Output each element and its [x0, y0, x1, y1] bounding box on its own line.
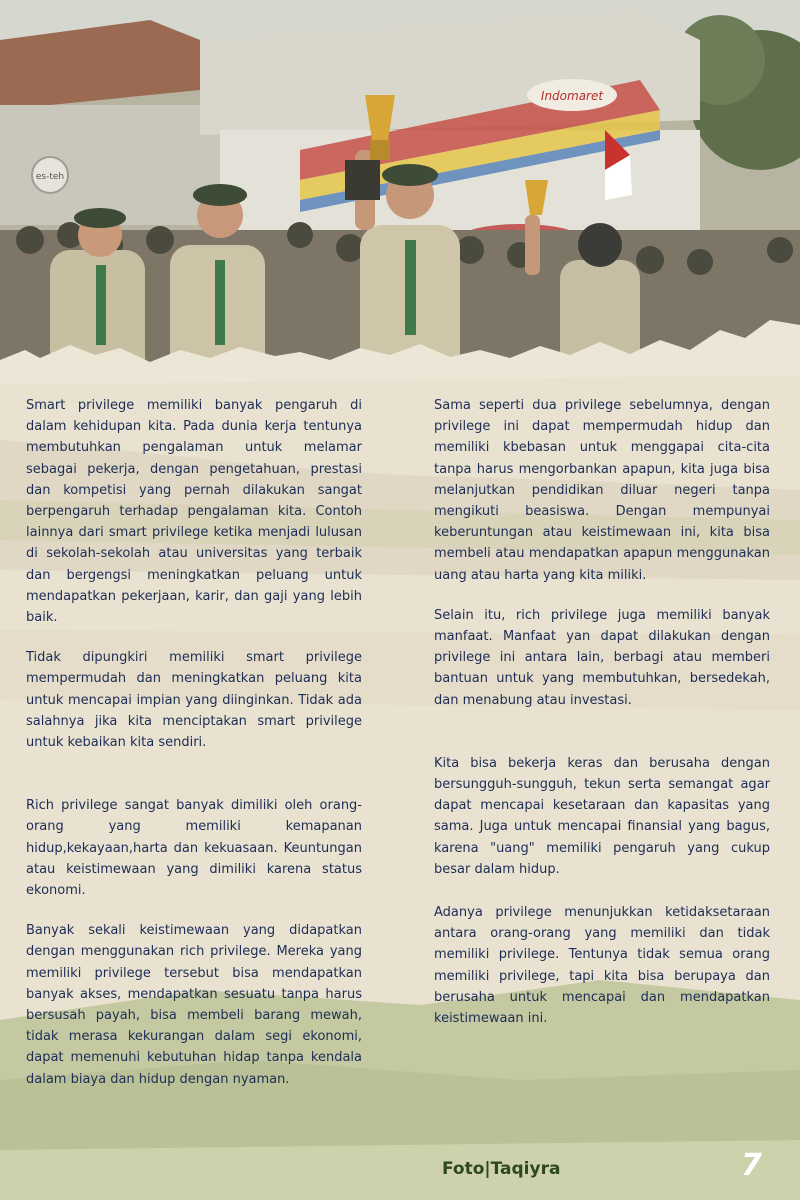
- right-text-column: [434, 395, 770, 1029]
- paragraph-smart-privilege-2: Tidak dipungkiri memiliki smart privilege mempermudah dan meningkatkan peluang kita untuk mencapai impian yang diinginkan. Tidak ada salahnya jika kita menciptakan smart privilege untuk kebaikan kita sendiri.: [26, 650, 362, 751]
- paragraph-smart-privilege-1: Smart privilege memiliki banyak pengaruh di dalam kehidupan kita. Pada dunia kerja tentunya membutuhkan pengalaman untuk melamar sebagai pekerja, dengan pengetahuan, prestasi dan kompetisi yang pernah dilakukan sangat berpengaruh terhadap pengalaman kita. Contoh lainnya dari smart privilege ketika menjadi lulusan di sekolah-sekolah atau universitas yang terbaik dan bergengsi meningkatkan peluang untuk mendapatkan pekerjaan, karir, dan gaji yang lebih baik.: [26, 398, 362, 626]
- left-text-column: [26, 395, 362, 1090]
- paragraph-rich-privilege-1: Rich privilege sangat banyak dimiliki oleh orang-orang yang memiliki kemapanan hidup,kekayaan,harta dan kekuasaan. Keuntungan atau keistimewaan yang dimiliki karena status ekonomi.: [26, 798, 362, 899]
- paragraph-work-hard: Kita bisa bekerja keras dan berusaha dengan bersungguh-sungguh, tekun serta semangat agar dapat mencapai kesetaraan dan kapasitas yang sama. Juga untuk mencapai finansial yang bagus, karena "uang" memiliki pengaruh yang cukup besar dalam hidup.: [434, 755, 770, 877]
- paragraph-rich-privilege-2: Banyak sekali keistimewaan yang didapatkan dengan menggunakan rich privilege. Mereka yang memiliki privilege tersebut bisa mendapatkan banyak akses, mendapatkan sesuatu tanpa harus bersusah payah, bisa membeli barang mewah, tidak merasa kekurangan dalam segi ekonomi, dapat memenuhi kebutuhan hidap tanpa kendala dalam biaya dan hidup dengan nyaman.: [26, 923, 362, 1087]
- store-sign-text: Indomaret: [540, 89, 604, 103]
- paragraph-inequality: Adanya privilege menunjukkan ketidaksetaraan antara orang-orang yang memiliki dan tidak memiliki privilege. Tentunya tidak semua orang memiliki privilege, tapi kita bisa berupaya dan berusaha untuk mencapai dan mendapatkan keistimewaan ini.: [434, 905, 770, 1027]
- paragraph-rich-privilege-benefits: Selain itu, rich privilege juga memiliki banyak manfaat. Manfaat yan dapat dilakukan dengan privilege ini antara lain, berbagi atau memberi bantuan untuk yang membutuhkan, bersedekah, dan menabung atau investasi.: [434, 607, 770, 708]
- page-number: 7: [741, 1148, 762, 1183]
- shop-sign-text: es-teh: [35, 172, 65, 182]
- torn-paper-edge: [0, 300, 800, 410]
- photo-credit: Foto|Taqiyra: [442, 1159, 561, 1179]
- paragraph-rich-privilege-3: Sama seperti dua privilege sebelumnya, dengan privilege ini dapat mempermudah hidup dan memiliki kbebasan untuk menggapai cita-cita tanpa harus mengorbankan apapun, kita juga bisa melanjutkan pendidikan diluar negeri tanpa mengikuti beasiswa. Dengan mempunyai keberuntungan atau keistimewaan ini, kita bisa membeli atau mendapatkan apapun menggunakan uang atau harta yang kita miliki.: [434, 398, 770, 583]
